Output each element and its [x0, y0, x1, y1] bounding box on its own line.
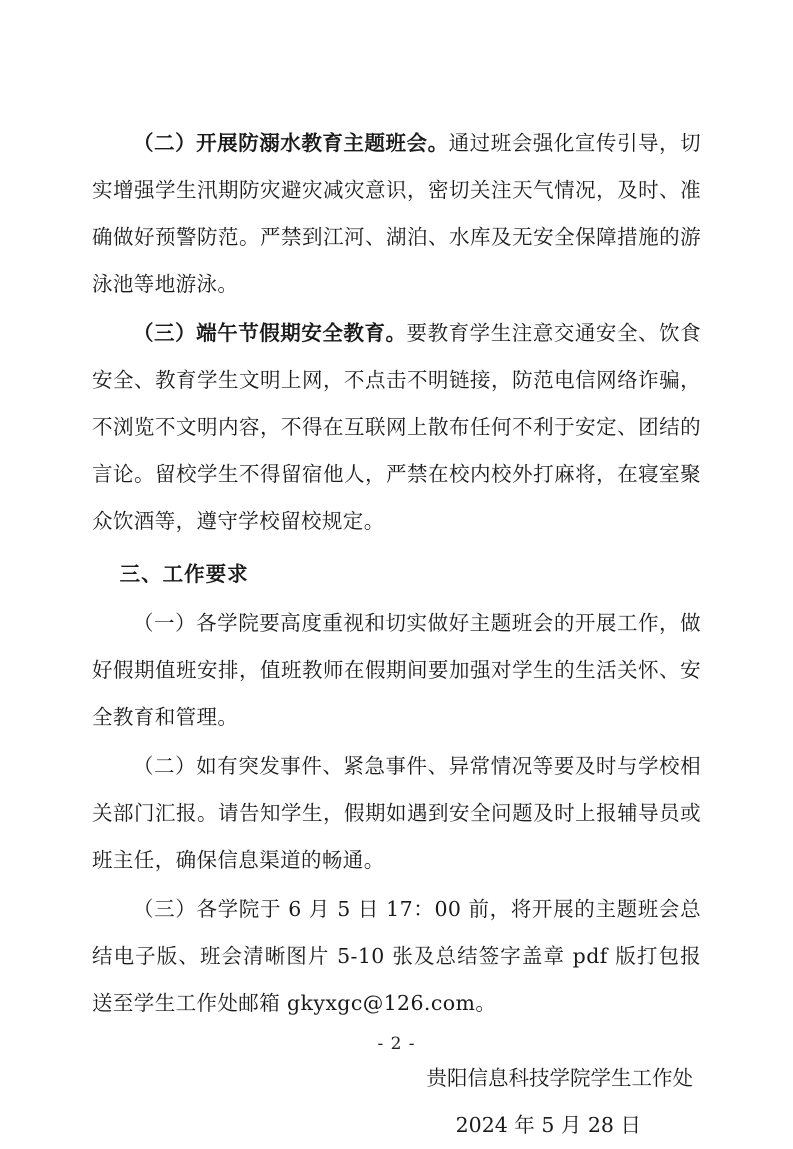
paragraph-lead-dragon-boat-safety: （三）端午节假期安全教育。	[133, 321, 407, 345]
paragraph-body-drowning-prevention: 通过班会强化宣传引导，切实增强学生汛期防灾避灾减灾意识，密切关注天气情况，及时、准确做好预警防范。严禁到江河、湖泊、水库及无安全保障措施的游泳池等地游泳。	[92, 131, 702, 296]
paragraph-body-dragon-boat-safety: 要教育学生注意交通安全、饮食安全、教育学生文明上网，不点击不明链接，防范电信网络诈骗，不浏览不文明内容，不得在互联网上散布任何不利于安定、团结的言论。留校学生不得留宿他人，严禁在校内校外打麻将，在寝室聚众饮酒等，遵守学校留校规定。	[92, 321, 701, 533]
section-heading-work-requirements: 三、工作要求	[119, 562, 249, 586]
signature-organization: 贵阳信息科技学院学生工作处	[426, 1066, 693, 1090]
signature-date: 2024 年 5 月 28 日	[455, 1113, 641, 1137]
paragraph-lead-drowning-prevention: （二）开展防溺水教育主题班会。	[133, 131, 449, 155]
paragraph-requirement-2: （二）如有突发事件、紧急事件、异常情况等要及时与学校相关部门汇报。请告知学生，假期如遇到安全问题及时上报辅导员或班主任，确保信息渠道的畅通。	[92, 754, 701, 872]
paragraph-requirement-1: （一）各学院要高度重视和切实做好主题班会的开展工作，做好假期值班安排，值班教师在假期间要加强对学生的生活关怀、安全教育和管理。	[92, 611, 701, 729]
paragraph-drowning-prevention	[92, 120, 701, 308]
paragraph-dragon-boat-safety	[92, 310, 701, 545]
page-number: - 2 -	[377, 1034, 416, 1054]
signature-block	[92, 1055, 701, 1149]
paragraph-requirement-3: （三）各学院于 6 月 5 日 17：00 前，将开展的主题班会总结电子版、班会清晰图片 5-10 张及总结签字盖章 pdf 版打包报送至学生工作处邮箱 gkyxgc@126.com。	[92, 897, 701, 1015]
